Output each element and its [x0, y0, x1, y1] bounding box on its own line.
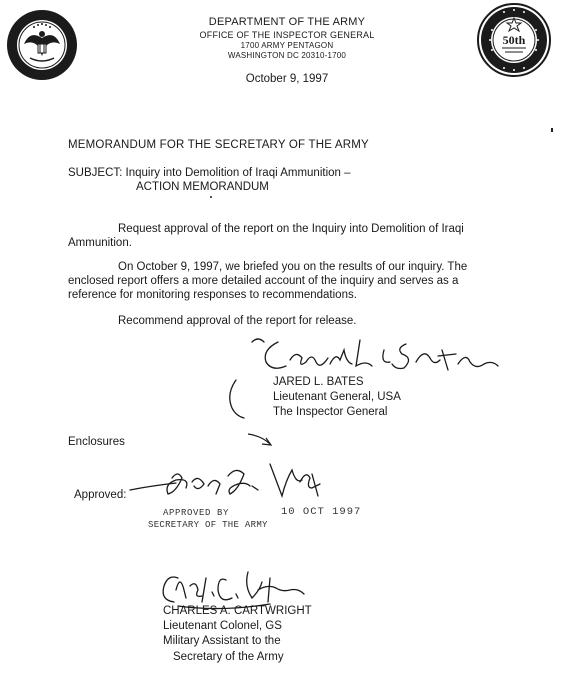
memo-addressee: MEMORANDUM FOR THE SECRETARY OF THE ARMY — [68, 139, 369, 151]
paragraph-3: Recommend approval of the report for release. — [118, 315, 357, 327]
annotation-arrow-mark — [248, 434, 271, 445]
paragraph-1-line-1: Request approval of the report on the Inquiry into Demolition of Iraqi — [118, 223, 464, 235]
address-line-2: WASHINGTON DC 20310-1700 — [227, 51, 347, 60]
paragraph-2-line-3: reference for monitoring responses to recommendations. — [68, 289, 357, 301]
signer-name: JARED L. BATES — [273, 376, 364, 388]
address-line-1: 1700 ARMY PENTAGON — [240, 41, 334, 50]
signer-title: The Inspector General — [273, 406, 388, 418]
approval-stamp-date: 10 OCT 1997 — [281, 506, 362, 518]
handwritten-signature-cartwright-icon — [163, 572, 304, 609]
assistant-title-line-2: Secretary of the Army — [173, 651, 284, 663]
seal-50th-label: 50th — [502, 33, 526, 47]
memo-date: October 9, 1997 — [245, 73, 329, 85]
scan-speck — [551, 128, 553, 132]
paragraph-2-line-2: enclosed report offers a more detailed account of the inquiry and serves as a — [68, 275, 459, 287]
department-heading: DEPARTMENT OF THE ARMY — [208, 16, 366, 28]
paragraph-1-line-2: Ammunition. — [68, 237, 132, 249]
assistant-rank: Lieutenant Colonel, GS — [163, 620, 282, 632]
assistant-title-line-1: Military Assistant to the — [163, 635, 281, 647]
approval-stamp-line-2: SECRETARY OF THE ARMY — [148, 520, 268, 530]
paragraph-2-line-1: On October 9, 1997, we briefed you on the results of our inquiry. The — [118, 261, 468, 273]
handwritten-signature-west-icon — [130, 464, 320, 496]
subject-line-1: SUBJECT: Inquiry into Demolition of Iraqi Ammunition – — [68, 167, 351, 179]
approval-stamp-line-1: APPROVED BY — [163, 508, 230, 518]
assistant-name: CHARLES A. CARTWRIGHT — [163, 605, 312, 617]
scan-speck — [210, 196, 212, 198]
signer-rank: Lieutenant General, USA — [273, 391, 401, 403]
subject-line-2: ACTION MEMORANDUM — [136, 181, 269, 193]
approved-label: Approved: — [74, 489, 127, 501]
office-heading: OFFICE OF THE INSPECTOR GENERAL — [199, 30, 375, 40]
enclosures-label: Enclosures — [68, 436, 125, 448]
